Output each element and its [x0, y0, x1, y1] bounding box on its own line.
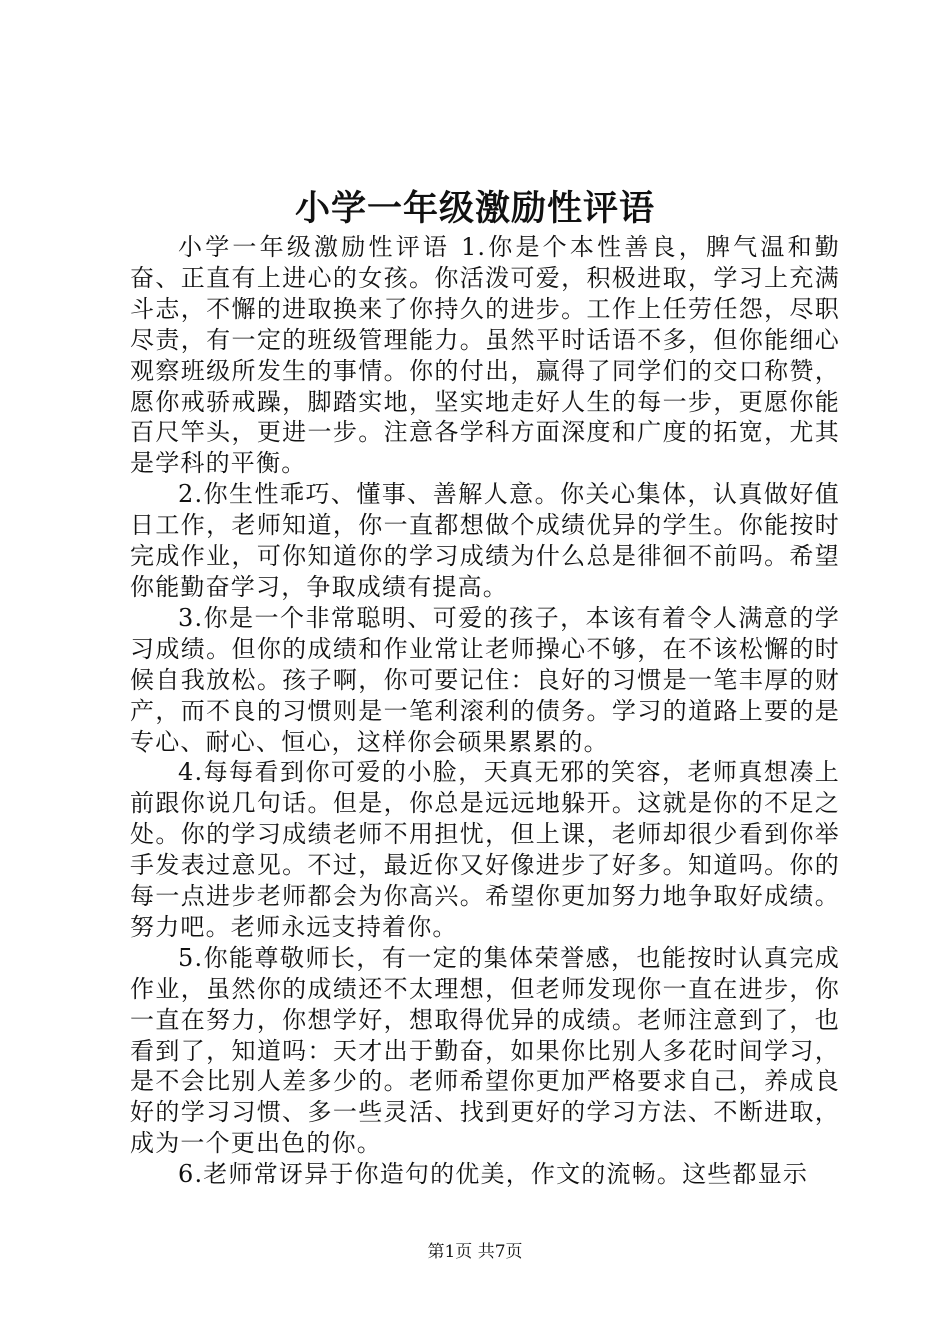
paragraph-5: 5.你能尊敬师长，有一定的集体荣誉感，也能按时认真完成作业，虽然你的成绩还不太理想，但老师发现你一直在进步，你一直在努力，你想学好，想取得优异的成绩。老师注意到了，也看到了，知道吗：天才出于勤奋，如果你比别人多花时间学习，是不会比别人差多少的。老师希望你更加严格要求自己，养成良好的学习习惯、多一些灵活、找到更好的学习方法、不断进取，成为一个更出色的你。: [130, 943, 840, 1158]
paragraph-3: 3.你是一个非常聪明、可爱的孩子，本该有着令人满意的学习成绩。但你的成绩和作业常让老师操心不够，在不该松懈的时候自我放松。孩子啊，你可要记住：良好的习惯是一笔丰厚的财产，而不良的习惯则是一笔利滚利的债务。学习的道路上要的是专心、耐心、恒心，这样你会硕果累累的。: [130, 603, 840, 756]
paragraph-1: 小学一年级激励性评语 1.你是个本性善良，脾气温和勤奋、正直有上进心的女孩。你活泼可爱，积极进取，学习上充满斗志，不懈的进取换来了你持久的进步。工作上任劳任怨，尽职尽责，有一定的班级管理能力。虽然平时话语不多，但你能细心观察班级所发生的事情。你的付出，赢得了同学们的交口称赞，愿你戒骄戒躁，脚踏实地，坚实地走好人生的每一步，更愿你能百尺竿头，更进一步。注意各学科方面深度和广度的拓宽，尤其是学科的平衡。: [130, 233, 840, 478]
paragraph-2: 2.你生性乖巧、懂事、善解人意。你关心集体，认真做好值日工作，老师知道，你一直都想做个成绩优异的学生。你能按时完成作业，可你知道你的学习成绩为什么总是徘徊不前吗。希望你能勤奋学习，争取成绩有提高。: [130, 480, 840, 601]
page-number-footer: 第1页 共7页: [427, 1242, 523, 1262]
paragraph-4: 4.每每看到你可爱的小脸，天真无邪的笑容，老师真想凑上前跟你说几句话。但是，你总是远远地躲开。这就是你的不足之处。你的学习成绩老师不用担忧，但上课，老师却很少看到你举手发表过意见。不过，最近你又好像进步了好多。知道吗。你的每一点进步老师都会为你高兴。希望你更加努力地争取好成绩。努力吧。老师永远支持着你。: [130, 758, 840, 941]
document-body: [130, 232, 840, 1190]
document-title: 小学一年级激励性评语: [294, 188, 655, 229]
paragraph-6: 6.老师常讶异于你造句的优美，作文的流畅。这些都显示: [178, 1160, 809, 1189]
